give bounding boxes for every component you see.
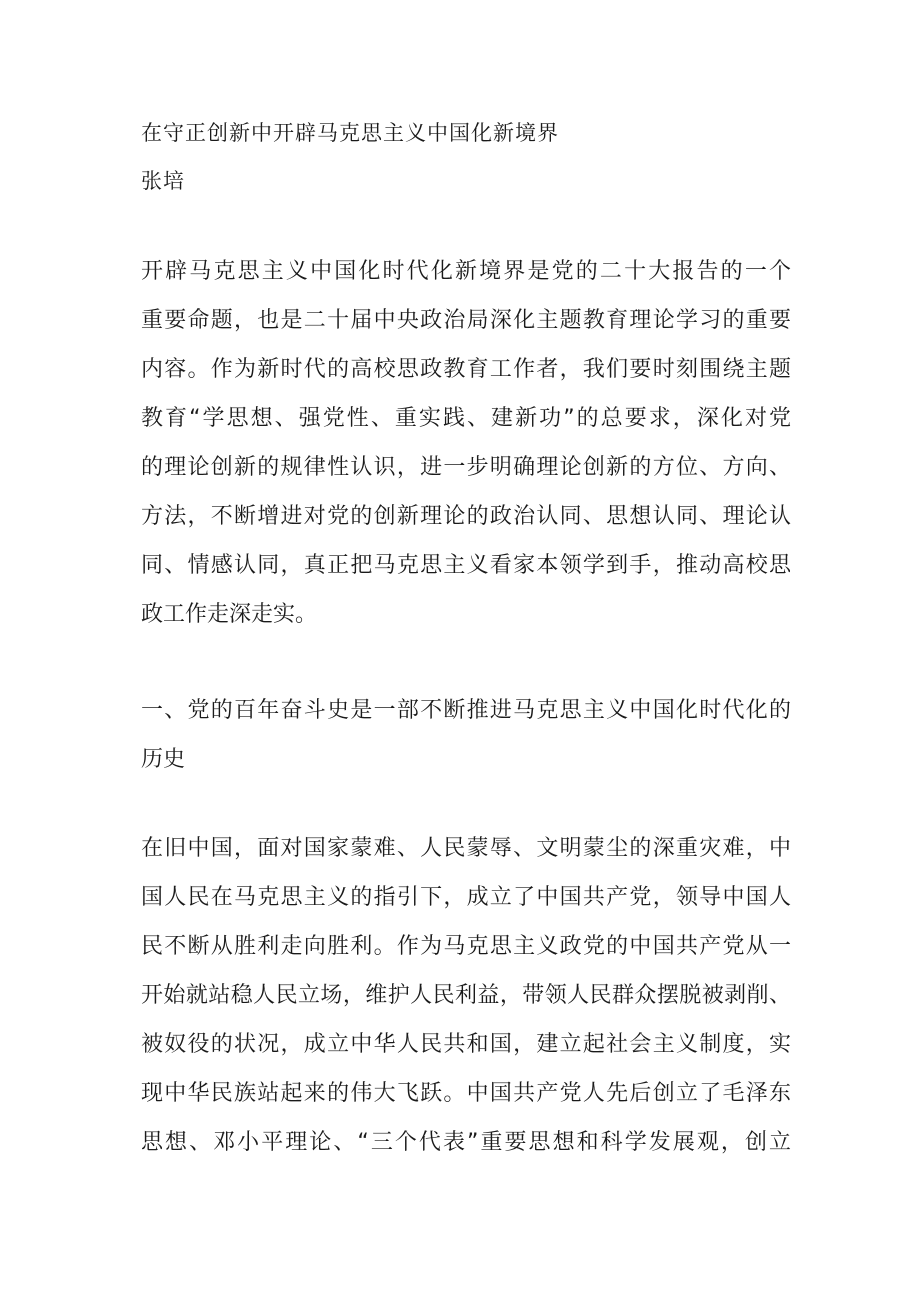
text-line: 教育“学思想、强党性、重实践、建新功”的总要求，深化对党 <box>141 406 791 431</box>
text-line: 内容。作为新时代的高校思政教育工作者，我们要时刻围绕主题 <box>141 357 791 382</box>
document-author: 张培 <box>141 169 185 193</box>
document-title: 在守正创新中开辟马克思主义中国化新境界 <box>141 121 559 145</box>
text-line: 国人民在马克思主义的指引下，成立了中国共产党，领导中国人 <box>141 885 791 910</box>
text-line: 开始就站稳人民立场，维护人民利益，带领人民群众摆脱被剥削、 <box>141 983 791 1008</box>
text-line: 的理论创新的规律性认识，进一步明确理论创新的方位、方向、 <box>141 455 791 480</box>
text-line: 被奴役的状况，成立中华人民共和国，建立起社会主义制度，实 <box>141 1032 791 1057</box>
paragraph-intro <box>141 247 791 639</box>
text-line: 同、情感认同，真正把马克思主义看家本领学到手，推动高校思 <box>141 553 791 578</box>
text-line: 民不断从胜利走向胜利。作为马克思主义政党的中国共产党从一 <box>141 934 791 959</box>
text-line: 政工作走深走实。 <box>141 602 318 627</box>
text-line: 思想、邓小平理论、“三个代表”重要思想和科学发展观，创立 <box>141 1130 791 1155</box>
heading-line: 一、党的百年奋斗史是一部不断推进马克思主义中国化时代化的 <box>141 698 791 723</box>
text-line: 现中华民族站起来的伟大飞跃。中国共产党人先后创立了毛泽东 <box>141 1081 791 1106</box>
text-line: 在旧中国，面对国家蒙难、人民蒙辱、文明蒙尘的深重灾难，中 <box>141 836 791 861</box>
text-line: 方法，不断增进对党的创新理论的政治认同、思想认同、理论认 <box>141 504 791 529</box>
paragraph-section-1 <box>141 824 791 1167</box>
text-line: 开辟马克思主义中国化时代化新境界是党的二十大报告的一个 <box>141 259 791 284</box>
heading-line: 历史 <box>141 747 186 772</box>
section-heading-1 <box>141 686 791 784</box>
text-line: 重要命题，也是二十届中央政治局深化主题教育理论学习的重要 <box>141 308 791 333</box>
